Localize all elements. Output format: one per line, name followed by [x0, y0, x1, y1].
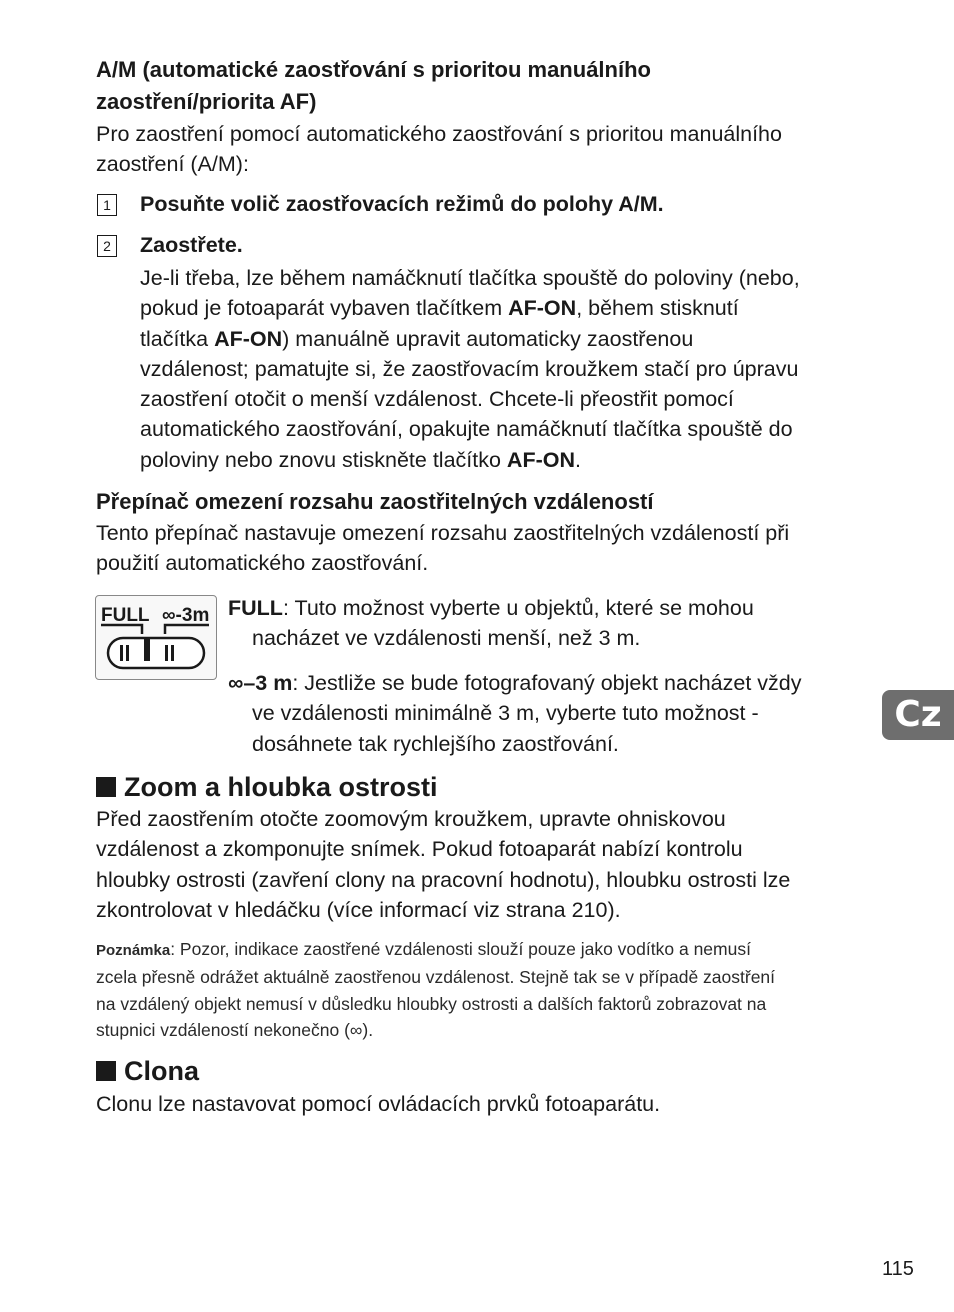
section-am-intro — [96, 119, 782, 180]
text-span: pokud je fotoaparát vybaven tlačítkem — [140, 296, 509, 321]
text-span: : Jestliže se bude fotografovaný objekt nacházet vždy — [292, 671, 802, 695]
step-2-line — [140, 324, 800, 354]
text-span: ) manuálně upravit automaticky zaostřenou — [282, 326, 694, 351]
section-zoom-line: zkontrolovat v hledáčku (více informací viz strana 210). — [96, 897, 621, 922]
section-am-heading-line1: A/M (automatické zaostřování s prioritou manuálního — [96, 57, 651, 82]
step-1-number: 1 — [97, 194, 117, 216]
af-on-button-label: AF-ON — [506, 447, 575, 472]
option-full-line — [228, 593, 754, 623]
page-number: 115 — [882, 1258, 914, 1280]
focus-limit-switch-icon — [96, 596, 215, 678]
note-label: Poznámka — [96, 942, 171, 959]
step-2-line — [140, 293, 800, 323]
section-range-intro — [96, 518, 789, 579]
note-line: stupnici vzdáleností nekonečno (∞). — [96, 1019, 374, 1040]
step-2-line: vzdálenost; pamatujte si, že zaostřovacím kroužkem stačí pro úpravu — [140, 356, 799, 381]
switch-label-full: FULL — [101, 605, 150, 626]
text-span: tlačítka — [140, 326, 215, 351]
section-am-heading — [96, 54, 651, 118]
section-zoom-heading-row — [96, 770, 438, 804]
option-infinity-line — [228, 668, 801, 698]
step-1-text: Posuňte volič zaostřovacích režimů do polohy A/M. — [140, 192, 664, 216]
step-2-number: 2 — [97, 235, 117, 257]
option-infinity-line: ve vzdálenosti minimálně 3 m, vyberte tuto možnost - — [252, 701, 759, 726]
note-block — [96, 936, 775, 1043]
section-clona-line: Clonu lze nastavovat pomocí ovládacích prvků fotoaparátu. — [96, 1092, 661, 1116]
section-zoom-line: hloubky ostrosti (zavření clony na pracovní hodnotu), hloubku ostrosti lze — [96, 867, 791, 892]
step-2-body — [140, 263, 800, 475]
section-zoom-body — [96, 804, 790, 925]
section-am-intro-line2: zaostření (A/M): — [96, 152, 249, 177]
switch-label-range: ∞-3m — [162, 605, 210, 626]
option-full-term: FULL — [228, 596, 283, 620]
focus-limit-switch-illustration — [95, 595, 217, 680]
section-am-intro-line1: Pro zaostření pomocí automatického zaostřování s prioritou manuálního — [96, 122, 782, 146]
section-zoom-heading: Zoom a hloubka ostrosti — [124, 772, 438, 802]
note-line: na vzdálený objekt nemusí v důsledku hloubky ostrosti a dalších faktorů zobrazovat na — [96, 993, 767, 1014]
square-bullet-icon — [96, 1061, 116, 1081]
option-infinity-term: ∞–3 m — [228, 671, 293, 695]
text-span: : Tuto možnost vyberte u objektů, které se mohou — [282, 596, 754, 620]
option-infinity — [228, 668, 801, 759]
option-full — [228, 593, 754, 654]
language-tab: Cz — [882, 690, 954, 740]
text-span: : Pozor, indikace zaostřené vzdálenosti slouží pouze jako vodítko a nemusí — [170, 939, 751, 959]
step-2-line: Je-li třeba, lze během namáčknutí tlačítka spouště do poloviny (nebo, — [140, 266, 800, 290]
af-on-button-label: AF-ON — [508, 296, 577, 321]
section-clona-heading-row — [96, 1054, 199, 1088]
section-range-intro-line1: Tento přepínač nastavuje omezení rozsahu zaostřitelných vzdáleností při — [96, 521, 790, 545]
square-bullet-icon — [96, 777, 116, 797]
af-on-button-label: AF-ON — [214, 326, 283, 351]
note-line: zcela přesně odrážet aktuálně zaostřenou vzdálenost. Stejně tak se v případě zaostření — [96, 967, 776, 988]
text-span: poloviny nebo znovu stiskněte tlačítko — [140, 447, 507, 472]
step-2-line: zaostření otočit o menší vzdálenost. Chcete-li přeostřit pomocí — [140, 387, 734, 412]
section-range-intro-line2: použití automatického zaostřování. — [96, 551, 429, 576]
section-clona-heading: Clona — [124, 1056, 200, 1086]
step-2-title: Zaostřete. — [140, 233, 243, 257]
text-span: . — [575, 447, 581, 472]
note-line — [96, 936, 775, 964]
option-infinity-line: dosáhnete tak rychlejšího zaostřování. — [252, 731, 619, 756]
section-zoom-line: vzdálenost a zkomponujte snímek. Pokud fotoaparát nabízí kontrolu — [96, 837, 743, 862]
option-full-line: nacházet ve vzdálenosti menší, než 3 m. — [252, 626, 641, 651]
section-zoom-line: Před zaostřením otočte zoomovým kroužkem, upravte ohniskovou — [96, 807, 726, 831]
text-span: , během stisknutí — [576, 296, 739, 321]
section-am-heading-line2: zaostření/priorita AF) — [96, 89, 317, 114]
step-2-line — [140, 445, 800, 475]
step-2-line: automatického zaostřování, opakujte namáčknutí tlačítka spouště do — [140, 417, 793, 442]
section-range-heading: Přepínač omezení rozsahu zaostřitelných vzdáleností — [96, 489, 654, 514]
